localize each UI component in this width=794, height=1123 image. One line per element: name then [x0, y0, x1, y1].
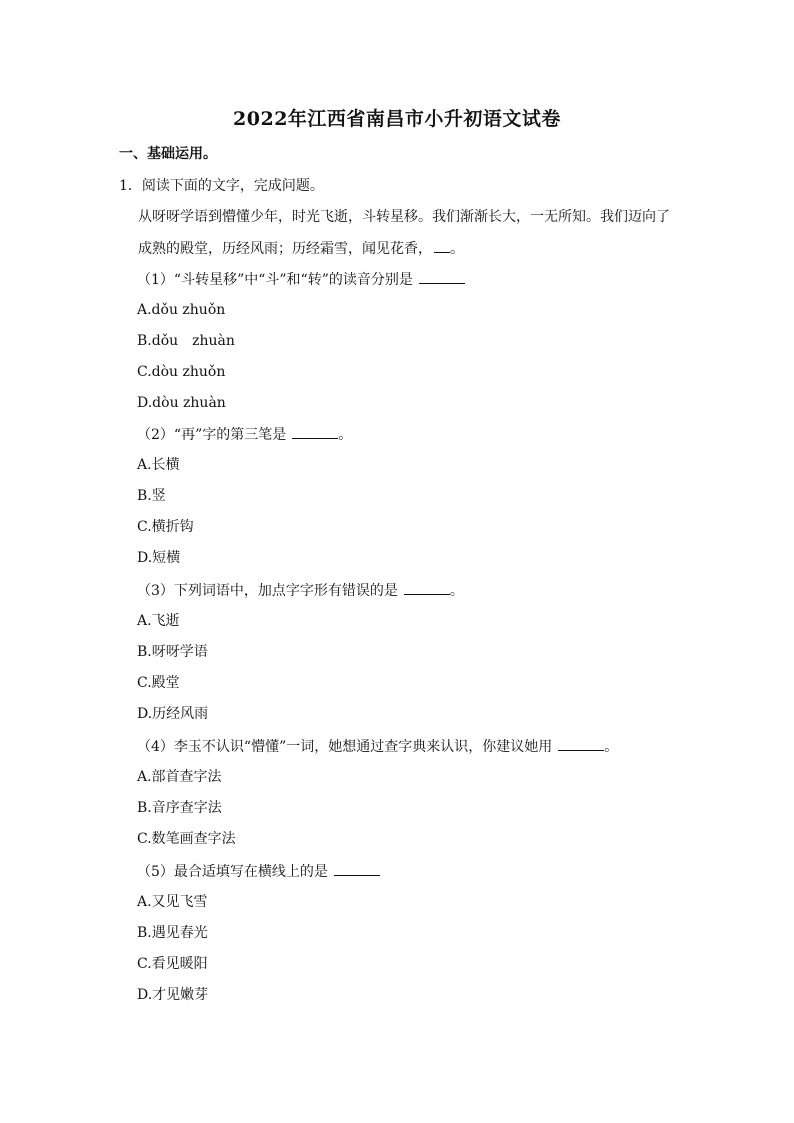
- option-4b: B.音序查字法: [137, 800, 222, 816]
- sub-question-stem: （2）“再”字的第三笔是: [137, 427, 287, 443]
- option-2c: C.横折钩: [137, 519, 194, 535]
- option-5c: C.看见暖阳: [137, 956, 208, 972]
- option-2d: D.短横: [137, 550, 181, 566]
- passage-line-1: 从呀呀学语到懵懂少年，时光飞逝，斗转星移。我们渐渐长大，一无所知。我们迈向了: [138, 209, 670, 225]
- answer-blank: [419, 269, 465, 284]
- option-1c: C.dòu zhuǒn: [137, 364, 226, 380]
- sub-question-end: 。: [449, 583, 464, 599]
- answer-blank: [292, 424, 338, 439]
- option-5a: A.又见飞雪: [137, 894, 208, 910]
- passage-line-2-text: 成熟的殿堂，历经风雨；历经霜雪，闻见花香，: [138, 241, 432, 257]
- option-1b: B.dǒu zhuàn: [137, 333, 235, 349]
- question-intro: 1．阅读下面的文字，完成问题。: [119, 178, 324, 194]
- option-3b: B.呀呀学语: [137, 644, 208, 660]
- answer-blank: [434, 238, 450, 253]
- answer-blank: [404, 580, 450, 595]
- sub-question-3: [137, 580, 464, 601]
- option-2a: A.长横: [137, 457, 180, 473]
- option-3a: A.飞逝: [137, 613, 180, 629]
- answer-blank: [334, 861, 380, 876]
- sub-question-1: [137, 269, 465, 290]
- answer-blank: [558, 736, 604, 751]
- sub-question-4: [137, 736, 618, 757]
- sub-question-end: 。: [604, 739, 619, 755]
- option-3c: C.殿堂: [137, 675, 180, 691]
- option-2b: B.竖: [137, 488, 166, 504]
- sub-question-5: [137, 861, 380, 882]
- option-1a: A.dǒu zhuǒn: [137, 302, 226, 318]
- option-5b: B.遇见春光: [137, 925, 208, 941]
- sub-question-stem: （1）“斗转星移”中“斗”和“转”的读音分别是: [137, 272, 413, 288]
- option-4a: A.部首查字法: [137, 769, 222, 785]
- option-1d: D.dòu zhuàn: [137, 395, 226, 411]
- option-3d: D.历经风雨: [137, 706, 209, 722]
- option-4c: C.数笔画查字法: [137, 831, 236, 847]
- sub-question-2: [137, 424, 352, 445]
- sub-question-stem: （3）下列词语中，加点字字形有错误的是: [137, 583, 398, 599]
- sub-question-end: 。: [338, 427, 353, 443]
- passage-line-2: [138, 238, 464, 259]
- page-title: 2022年江西省南昌市小升初语文试卷: [233, 108, 561, 130]
- section-heading: 一、基础运用。: [119, 146, 217, 162]
- passage-line-2-end: 。: [450, 241, 464, 257]
- sub-question-stem: （5）最合适填写在横线上的是: [137, 864, 328, 880]
- option-5d: D.才见嫩芽: [137, 987, 209, 1003]
- sub-question-stem: （4）李玉不认识“懵懂”一词，她想通过查字典来认识，你建议她用: [137, 739, 553, 755]
